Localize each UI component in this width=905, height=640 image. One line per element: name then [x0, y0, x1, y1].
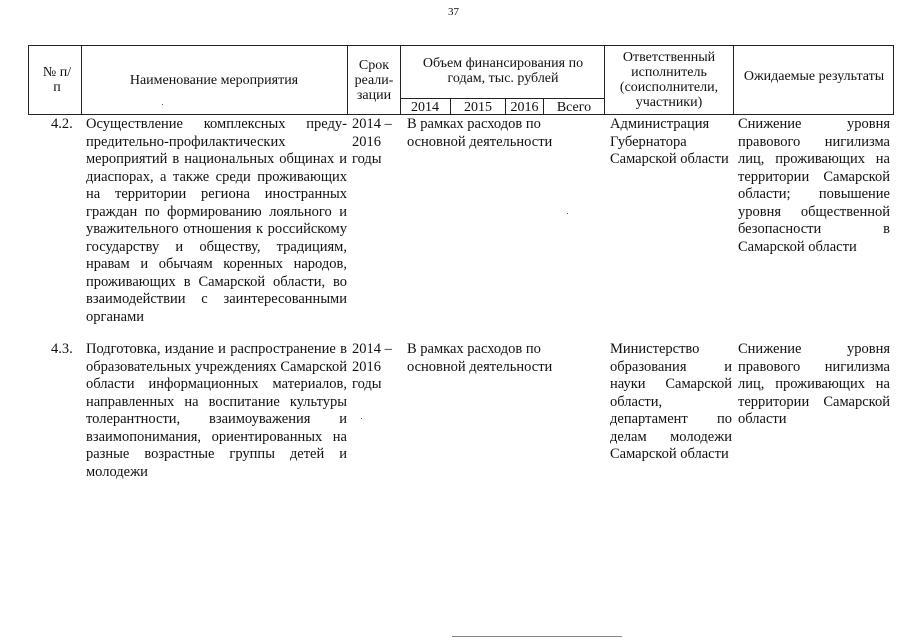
row-funding: В рамках расходов по основной деятельности — [407, 116, 553, 150]
page-number: 37 — [448, 6, 459, 18]
header-year-2014: 2014 — [411, 99, 439, 115]
header-year-2015: 2015 — [464, 99, 492, 115]
scan-speck — [361, 418, 362, 419]
header-total: Всего — [556, 99, 592, 115]
scan-speck — [567, 213, 568, 214]
scan-speck — [162, 104, 163, 105]
header-name: Наименование мероприятия — [129, 72, 299, 88]
row-responsible: Министерство образования и науки Самарской области, департамент по делам молодежи Самарской области — [610, 341, 732, 462]
footer-line — [452, 636, 622, 637]
header-year-2016: 2016 — [510, 99, 539, 115]
row-responsible: Администрация Губернатора Самарской области — [610, 116, 729, 167]
row-name: Осуществление комплексных преду-предительно-профилактических мероприятий в национальных общинах и диаспорах, а также среди проживающих на территории региона иностранных граждан по формированию лояльного и уважительного отношения к российскому государству и обществу, традициям, нравам и обычаям коренных народов, проживающих в Самарской области, во взаимодействии с заинтересованными органами — [86, 116, 347, 325]
header-funding: Объем финансирования по годам, тыс. рублей — [422, 56, 584, 86]
row-term: 2014 – 2016 годы — [352, 116, 392, 167]
row-results: Снижение уровня правового нигилизма лиц, проживающих на территории Самарской области — [738, 341, 890, 427]
header-term: Срок реали-зации — [354, 57, 394, 103]
row-number: 4.2. — [51, 116, 73, 132]
header-responsible: Ответственный исполнитель (соисполнители, участники) — [619, 50, 719, 110]
row-term: 2014 – 2016 годы — [352, 341, 392, 392]
row-funding: В рамках расходов по основной деятельности — [407, 341, 553, 375]
row-results: Снижение уровня правового нигилизма лиц, проживающих на территории Самарской области; повышение уровня общественной безопасности в Самарской области — [738, 116, 890, 255]
header-results: Ожидаемые результаты — [743, 68, 885, 84]
row-number: 4.3. — [51, 341, 73, 357]
row-name: Подготовка, издание и распространение в образовательных учреждениях Самарской области информационных материалов, направленных на воспитание культуры толерантности, взаимоуважения и взаимопонимания, ориентированных на разные возрастные группы детей и молодежи — [86, 341, 347, 480]
header-num: № п/п — [42, 65, 72, 95]
